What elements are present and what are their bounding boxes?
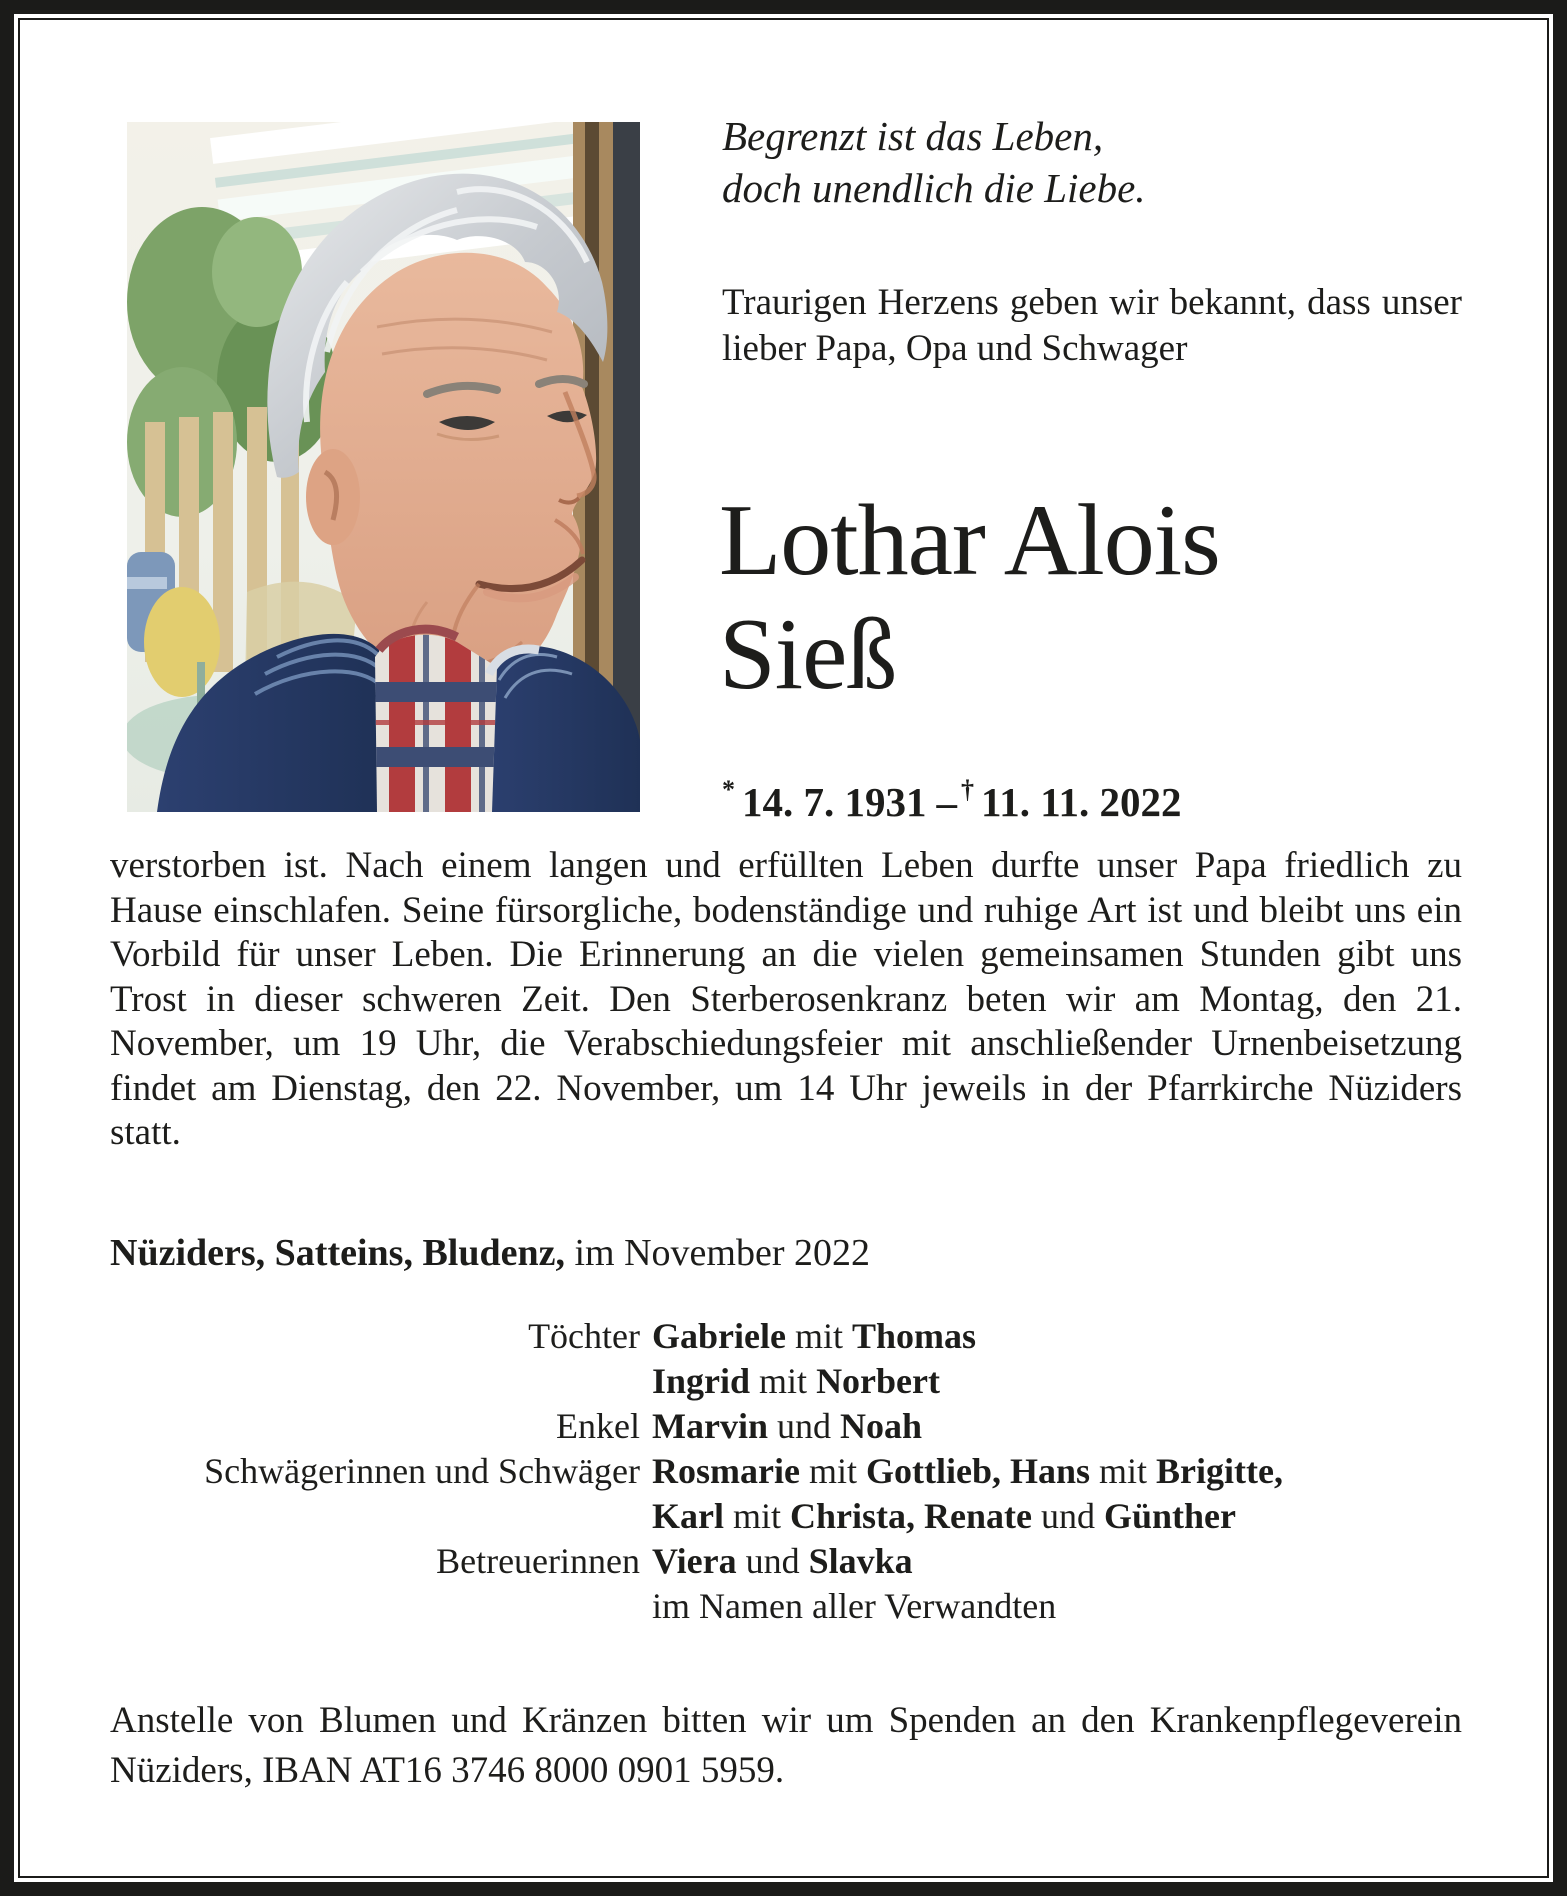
dates-separator: – xyxy=(936,779,957,825)
family-names: Ingrid mit Norbert xyxy=(652,1361,941,1401)
donation-note: Anstelle von Blumen und Kränzen bitten wir um Spenden an den Krankenpflegeverein Nüziders, IBAN AT16 3746 8000 0901 5959. xyxy=(110,1700,1462,1791)
life-dates xyxy=(722,766,1482,826)
family-role-label xyxy=(110,1584,640,1629)
family-role-label: Betreuerinnen xyxy=(436,1541,640,1581)
portrait-photo xyxy=(127,122,640,812)
announcement-text: Traurigen Herzens geben wir bekannt, dass unser lieber Papa, Opa und Schwager xyxy=(722,282,1462,369)
place-names: Nüziders, Satteins, Bludenz, xyxy=(110,1232,565,1274)
family-role-label xyxy=(110,1359,640,1404)
family-names: im Namen aller Verwandten xyxy=(652,1586,1057,1626)
family-role-label: Schwägerinnen und Schwäger xyxy=(204,1451,640,1491)
deceased-name-line-2: Sieß xyxy=(719,598,897,711)
family-role-label xyxy=(110,1494,640,1539)
place-date-line xyxy=(110,1230,1462,1276)
family-names: Rosmarie mit Gottlieb, Hans mit Brigitte, xyxy=(652,1451,1283,1491)
birth-star-icon: * xyxy=(722,775,735,804)
memorial-quote xyxy=(722,110,1467,214)
family-names: Karl mit Christa, Renate und Günther xyxy=(652,1496,1236,1536)
death-date: 11. 11. 2022 xyxy=(981,779,1182,825)
family-names: Viera und Slavka xyxy=(652,1541,913,1581)
birth-date: 14. 7. 1931 xyxy=(742,779,927,825)
family-list xyxy=(110,1314,1462,1629)
family-names: Marvin und Noah xyxy=(652,1406,923,1446)
family-role-label: Enkel xyxy=(556,1406,640,1446)
portrait-illustration xyxy=(127,122,640,812)
death-cross-icon: † xyxy=(961,775,974,804)
deceased-name-line-1: Lothar Alois xyxy=(719,484,1220,597)
family-role-label: Töchter xyxy=(528,1316,640,1356)
obituary-body-text: verstorben ist. Nach einem langen und erfüllten Leben durfte unser Papa friedlich zu Hause einschlafen. Seine fürsorgliche, bodenständige und ruhige Art ist und bleibt uns ein Vorbild für unser Leben. Die Erinnerung an die vielen gemeinsamen Stunden gibt uns Trost in dieser schweren Zeit. Den Sterberosenkranz beten wir am Montag, den 21. November, um 19 Uhr, die Verabschiedungsfeier mit anschließender Urnenbeisetzung findet am Dienstag, den 22. November, um 14 Uhr jeweils in der Pfarrkirche Nüziders statt. xyxy=(110,845,1462,1153)
quote-line-1: Begrenzt ist das Leben, xyxy=(722,113,1104,159)
deceased-name xyxy=(719,484,1519,712)
family-names: Gabriele mit Thomas xyxy=(652,1316,977,1356)
quote-line-2: doch unendlich die Liebe. xyxy=(722,165,1146,211)
month-year: im November 2022 xyxy=(564,1232,870,1274)
